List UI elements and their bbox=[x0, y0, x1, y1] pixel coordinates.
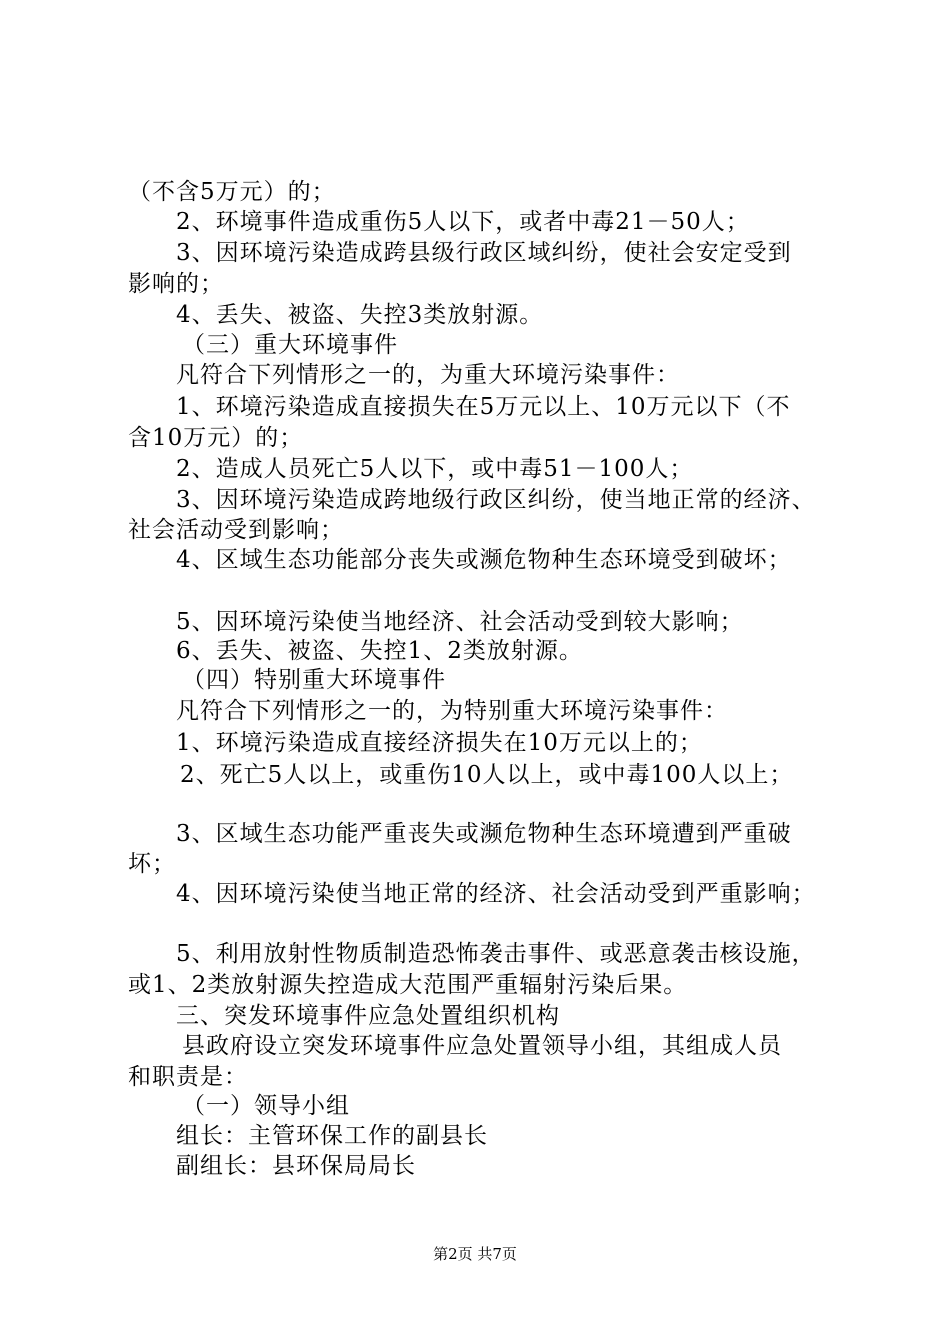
text-line: 4、区域生态功能部分丧失或濒危物种生态环境受到破坏； bbox=[176, 547, 792, 573]
text-line: 凡符合下列情形之一的，为特别重大环境污染事件： bbox=[176, 698, 728, 724]
text-line: 凡符合下列情形之一的，为重大环境污染事件： bbox=[176, 362, 680, 388]
text-line: 坏； bbox=[128, 851, 176, 877]
text-line: 3、区域生态功能严重丧失或濒危物种生态环境遭到严重破 bbox=[176, 821, 792, 847]
page-number-footer: 第2页 共7页 bbox=[433, 1245, 517, 1263]
text-line: 6、丢失、被盗、失控1、2类放射源。 bbox=[176, 638, 583, 664]
text-line: 3、因环境污染造成跨地级行政区纠纷，使当地正常的经济、 bbox=[176, 487, 816, 513]
text-line: 5、利用放射性物质制造恐怖袭击事件、或恶意袭击核设施， bbox=[176, 941, 816, 967]
text-line: 副组长：县环保局局长 bbox=[176, 1153, 416, 1179]
text-line: 2、造成人员死亡5人以下，或中毒51－100人； bbox=[176, 456, 694, 482]
text-line: 3、因环境污染造成跨县级行政区域纠纷，使社会安定受到 bbox=[176, 240, 792, 266]
text-line: （不含5万元）的； bbox=[128, 179, 336, 205]
text-line: 4、因环境污染使当地正常的经济、社会活动受到严重影响； bbox=[176, 881, 816, 907]
section-heading: （四）特别重大环境事件 bbox=[182, 667, 446, 693]
section-heading: 三、突发环境事件应急处置组织机构 bbox=[176, 1003, 560, 1029]
text-line: 和职责是： bbox=[128, 1064, 248, 1090]
text-line: 1、环境污染造成直接经济损失在10万元以上的； bbox=[176, 730, 703, 756]
section-heading: （一）领导小组 bbox=[182, 1093, 350, 1119]
text-line: 社会活动受到影响； bbox=[128, 517, 344, 543]
text-line: 2、死亡5人以上，或重伤10人以上，或中毒100人以上； bbox=[180, 762, 794, 788]
text-line: 组长：主管环保工作的副县长 bbox=[176, 1123, 488, 1149]
text-line: 5、因环境污染使当地经济、社会活动受到较大影响； bbox=[176, 609, 744, 635]
text-line: 1、环境污染造成直接损失在5万元以上、10万元以下（不 bbox=[176, 394, 791, 420]
section-heading: （三）重大环境事件 bbox=[182, 332, 398, 358]
text-line: 2、环境事件造成重伤5人以下，或者中毒21－50人； bbox=[176, 209, 750, 235]
text-line: 县政府设立突发环境事件应急处置领导小组，其组成人员 bbox=[182, 1033, 782, 1059]
text-line: 或1、2类放射源失控造成大范围严重辐射污染后果。 bbox=[128, 972, 688, 998]
text-line: 4、丢失、被盗、失控3类放射源。 bbox=[176, 302, 544, 328]
text-line: 含10万元）的； bbox=[128, 425, 304, 451]
text-line: 影响的； bbox=[128, 271, 224, 297]
